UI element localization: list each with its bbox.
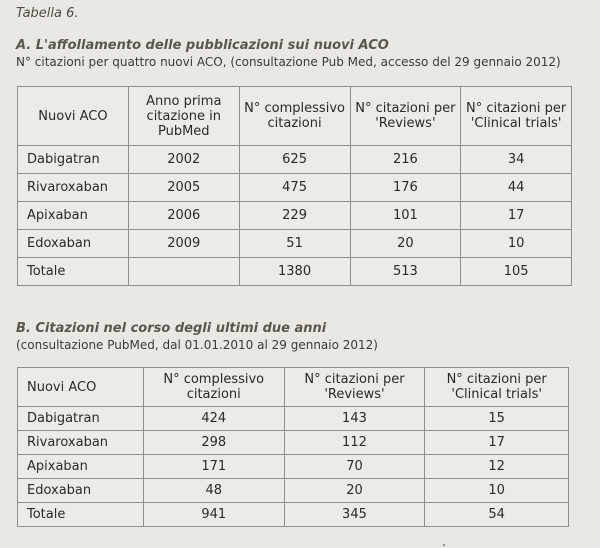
table-row — [18, 230, 572, 258]
table-cell: 475 — [239, 174, 350, 202]
header-cell: N° citazioni per 'Clinical trials' — [461, 87, 572, 146]
table-cell: 34 — [461, 146, 572, 174]
table-cell: 171 — [143, 455, 284, 479]
table-cell: 143 — [284, 407, 425, 431]
header-cell: N° complessivo citazioni — [239, 87, 350, 146]
table-header-row — [18, 87, 572, 146]
header-cell: N° citazioni per 'Clinical trials' — [425, 368, 569, 407]
table-row — [18, 431, 569, 455]
header-cell: Nuovi ACO — [18, 368, 144, 407]
section-a-table — [17, 86, 572, 286]
drug-name-cell: Rivaroxaban — [18, 174, 129, 202]
table-row — [18, 174, 572, 202]
table-cell: 10 — [461, 230, 572, 258]
table-cell: 20 — [350, 230, 461, 258]
table-cell — [128, 258, 239, 286]
table-cell: 229 — [239, 202, 350, 230]
table-number-label: Tabella 6. — [16, 6, 79, 21]
header-cell: N° citazioni per 'Reviews' — [284, 368, 425, 407]
table-cell: 216 — [350, 146, 461, 174]
table-cell: 2005 — [128, 174, 239, 202]
table-cell: 2006 — [128, 202, 239, 230]
section-b-title: B. Citazioni nel corso degli ultimi due anni — [16, 321, 327, 336]
table-cell: 112 — [284, 431, 425, 455]
drug-name-cell: Rivaroxaban — [18, 431, 144, 455]
header-cell: Anno prima citazione in PubMed — [128, 87, 239, 146]
table-row — [18, 455, 569, 479]
drug-name-cell: Edoxaban — [18, 230, 129, 258]
table-row — [18, 407, 569, 431]
table-total-row — [18, 503, 569, 527]
table-cell: 51 — [239, 230, 350, 258]
table-header-row — [18, 368, 569, 407]
total-label-cell: Totale — [18, 258, 129, 286]
table-cell: 625 — [239, 146, 350, 174]
table-total-row — [18, 258, 572, 286]
section-b-table — [17, 367, 569, 527]
table-cell: 1380 — [239, 258, 350, 286]
table-cell: 2009 — [128, 230, 239, 258]
table-cell: 44 — [461, 174, 572, 202]
drug-name-cell: Apixaban — [18, 202, 129, 230]
table-cell: 298 — [143, 431, 284, 455]
table-cell: 17 — [461, 202, 572, 230]
section-a-subtitle: N° citazioni per quattro nuovi ACO, (consultazione Pub Med, accesso del 29 gennaio 2012) — [16, 55, 561, 69]
table-row — [18, 146, 572, 174]
table-cell: 70 — [284, 455, 425, 479]
table-cell: 513 — [350, 258, 461, 286]
table-cell: 17 — [425, 431, 569, 455]
drug-name-cell: Apixaban — [18, 455, 144, 479]
table-cell: 424 — [143, 407, 284, 431]
table-cell: 345 — [284, 503, 425, 527]
header-cell: N° citazioni per 'Reviews' — [350, 87, 461, 146]
table-cell: 10 — [425, 479, 569, 503]
table-cell: 54 — [425, 503, 569, 527]
section-b-subtitle: (consultazione PubMed, dal 01.01.2010 al 29 gennaio 2012) — [16, 338, 378, 352]
table-cell: 15 — [425, 407, 569, 431]
table-cell: 2002 — [128, 146, 239, 174]
header-cell: Nuovi ACO — [18, 87, 129, 146]
table-cell: 48 — [143, 479, 284, 503]
drug-name-cell: Edoxaban — [18, 479, 144, 503]
header-cell: N° complessivo citazioni — [143, 368, 284, 407]
section-a-title: A. L'affollamento delle pubblicazioni sui nuovi ACO — [16, 38, 389, 53]
total-label-cell: Totale — [18, 503, 144, 527]
table-cell: 20 — [284, 479, 425, 503]
table-row — [18, 479, 569, 503]
drug-name-cell: Dabigatran — [18, 146, 129, 174]
table-row — [18, 202, 572, 230]
table-cell: 176 — [350, 174, 461, 202]
table-cell: 105 — [461, 258, 572, 286]
table-cell: 101 — [350, 202, 461, 230]
drug-name-cell: Dabigatran — [18, 407, 144, 431]
table-cell: 941 — [143, 503, 284, 527]
page-speck — [443, 544, 445, 546]
table-cell: 12 — [425, 455, 569, 479]
